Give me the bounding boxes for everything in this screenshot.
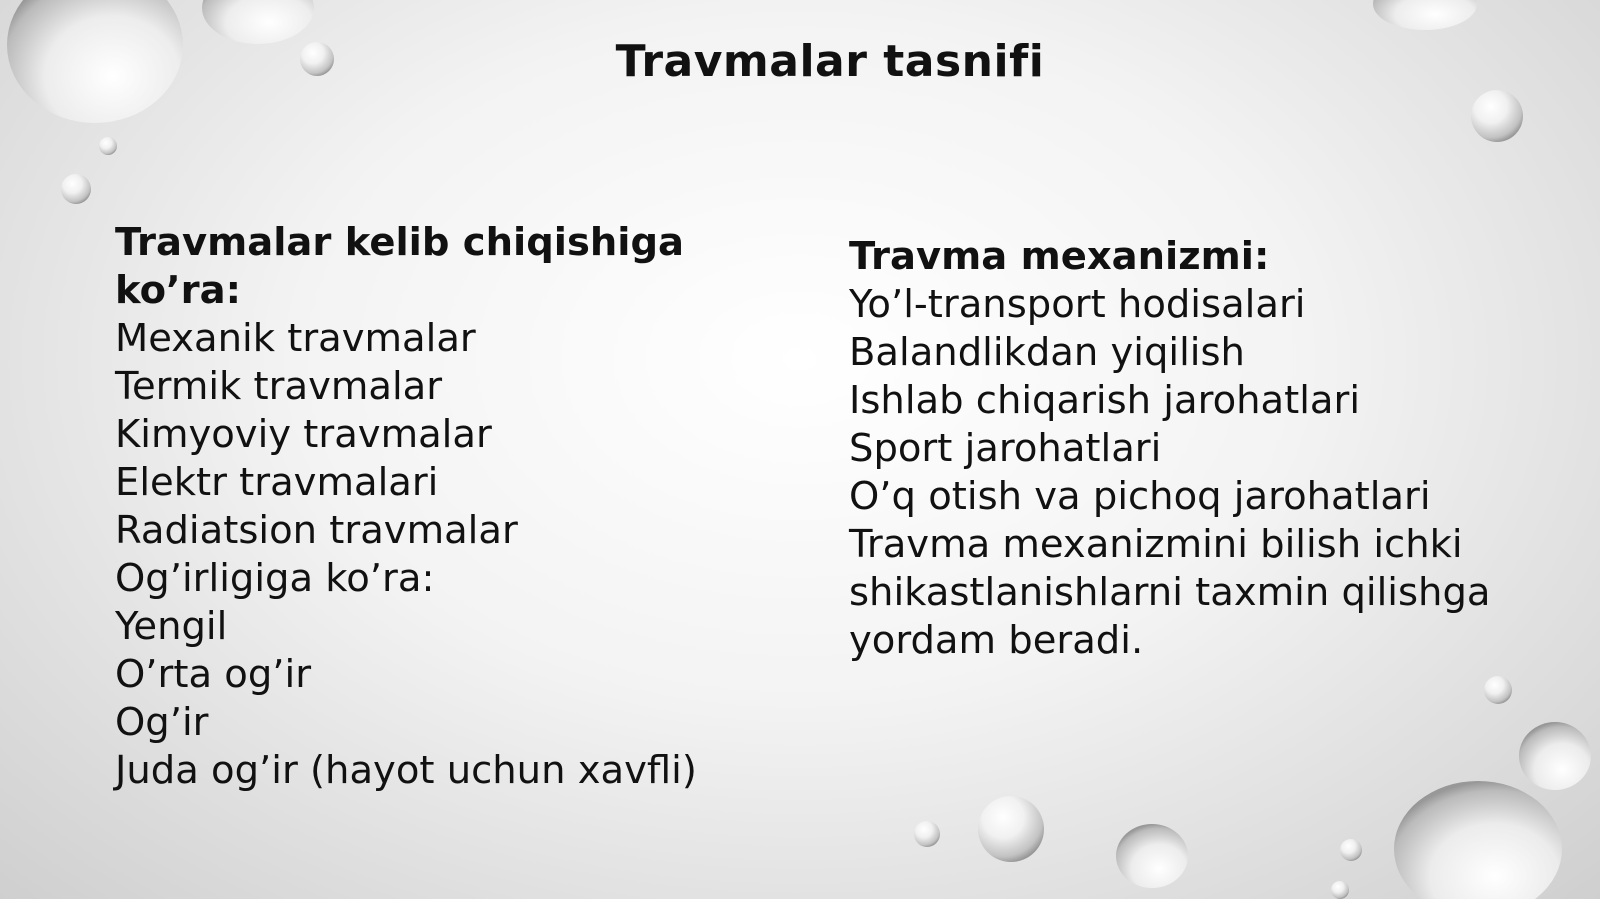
left-column (115, 219, 755, 795)
left-list-item: Yengil (115, 604, 228, 649)
left-list-item: Radiatsion travmalar (115, 508, 518, 553)
mechanism-note: Travma mexanizmini bilish ichki shikastlanishlarni taxmin qilishga yordam beradi. (849, 522, 1491, 663)
slide-title: Travmalar tasnifi (615, 36, 1045, 87)
right-list-item: Yo’l-transport hodisalari (849, 282, 1306, 327)
left-column-heading: Travmalar kelib chiqishiga ko’ra: (115, 220, 685, 313)
left-list-item: Og’ir (115, 700, 209, 745)
left-list-item: Kimyoviy travmalar (115, 412, 492, 457)
left-list-item: Juda og’ir (hayot uchun xavfli) (115, 748, 697, 793)
right-column (849, 233, 1509, 665)
left-list-item: Elektr travmalari (115, 460, 439, 505)
right-list-item: Sport jarohatlari (849, 426, 1162, 471)
right-column-heading: Travma mexanizmi: (849, 234, 1270, 279)
right-list-item: Ishlab chiqarish jarohatlari (849, 378, 1361, 423)
right-list-item: O’q otish va pichoq jarohatlari (849, 474, 1431, 519)
left-list-item: Termik travmalar (115, 364, 443, 409)
right-list-item: Balandlikdan yiqilish (849, 330, 1245, 375)
left-list-item: Mexanik travmalar (115, 316, 476, 361)
left-list-item: Og’irligiga ko’ra: (115, 556, 435, 601)
left-list-item: O’rta og’ir (115, 652, 312, 697)
